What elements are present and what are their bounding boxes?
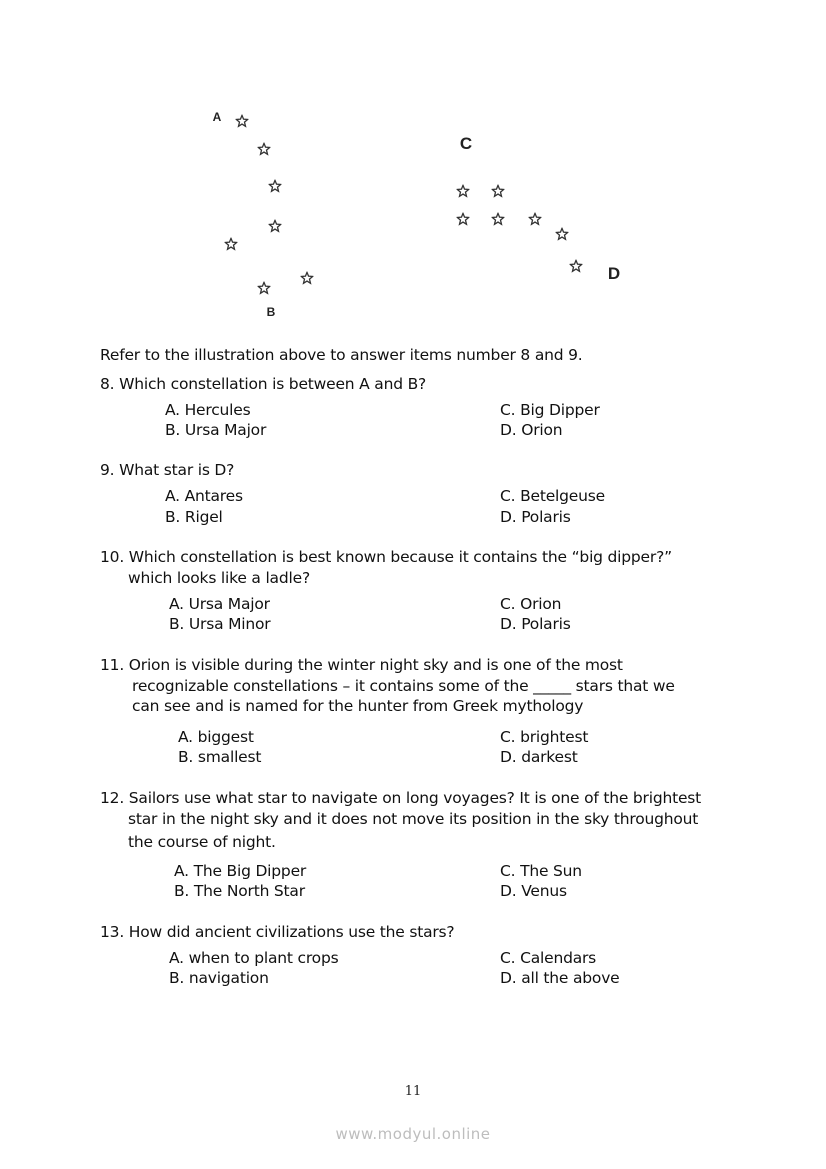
star-icon (236, 115, 249, 128)
label-c: C (459, 134, 473, 153)
star-icon (258, 282, 271, 295)
question-text: 10. Which constellation is best known because it contains the “big dipper?” (100, 548, 672, 566)
option-b: B. Ursa Major (165, 421, 267, 439)
star-icon (492, 213, 505, 226)
star-icon (492, 185, 505, 198)
option-b: B. The North Star (174, 882, 305, 900)
question-text-cont: recognizable constellations – it contains some of the _____ stars that we (132, 677, 675, 695)
option-d: D. Orion (500, 421, 563, 439)
star-icon (570, 260, 583, 273)
option-a: A. Hercules (165, 401, 251, 419)
option-a: A. biggest (178, 728, 254, 746)
star-icon (269, 220, 282, 233)
star-icon (225, 238, 238, 251)
star-icon (269, 180, 282, 193)
option-a: A. Ursa Major (169, 595, 270, 613)
star-icon (529, 213, 542, 226)
question-text-cont: which looks like a ladle? (128, 569, 310, 587)
star-icon (258, 143, 271, 156)
option-d: D. Venus (500, 882, 567, 900)
option-d: D. Polaris (500, 508, 571, 526)
question-text-cont: star in the night sky and it does not move its position in the sky throughout (128, 810, 699, 828)
question-text: 12. Sailors use what star to navigate on long voyages? It is one of the brightest (100, 789, 702, 807)
star-icon (556, 228, 569, 241)
question-text-cont: can see and is named for the hunter from Greek mythology (132, 697, 584, 715)
question-text: 13. How did ancient civilizations use the stars? (100, 923, 455, 941)
option-b: B. navigation (169, 969, 269, 987)
star-icon (301, 272, 314, 285)
constellation-illustration (0, 0, 826, 330)
option-c: C. Orion (500, 595, 562, 613)
option-a: A. when to plant crops (169, 949, 339, 967)
label-b: B (266, 305, 276, 319)
option-d: D. all the above (500, 969, 620, 987)
option-c: C. Betelgeuse (500, 487, 605, 505)
instructions: Refer to the illustration above to answer items number 8 and 9. (100, 346, 583, 364)
option-c: C. Big Dipper (500, 401, 600, 419)
option-c: C. brightest (500, 728, 589, 746)
question-text: 9. What star is D? (100, 461, 235, 479)
label-d: D (607, 264, 621, 283)
option-d: D. Polaris (500, 615, 571, 633)
page-number: 11 (404, 1084, 422, 1099)
option-b: B. Rigel (165, 508, 223, 526)
question-text: 8. Which constellation is between A and B? (100, 375, 427, 393)
label-a: A (212, 110, 222, 124)
option-a: A. Antares (165, 487, 243, 505)
option-b: B. Ursa Minor (169, 615, 271, 633)
watermark: www.modyul.online (335, 1125, 491, 1143)
star-icon (457, 185, 470, 198)
option-b: B. smallest (178, 748, 262, 766)
question-text: 11. Orion is visible during the winter night sky and is one of the most (100, 656, 623, 674)
option-a: A. The Big Dipper (174, 862, 307, 880)
option-c: C. Calendars (500, 949, 597, 967)
option-d: D. darkest (500, 748, 578, 766)
option-c: C. The Sun (500, 862, 582, 880)
star-icon (457, 213, 470, 226)
question-text-cont: the course of night. (128, 833, 276, 851)
